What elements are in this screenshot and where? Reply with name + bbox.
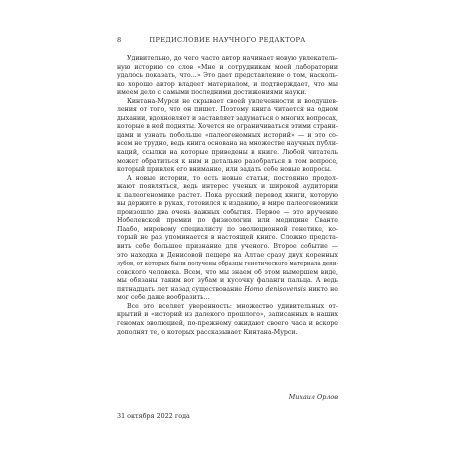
running-title: ПРЕДИСЛОВИЕ НАУЧНОГО РЕДАКТОРА bbox=[149, 36, 306, 44]
paragraph bbox=[117, 55, 338, 98]
text-line: удалось показать, что…» Это дает представление о том, насколь- bbox=[117, 72, 338, 80]
running-header bbox=[117, 36, 338, 46]
paragraph bbox=[117, 175, 338, 303]
text-line: каций, ссылки на которые приведены в книге. Любой читатель bbox=[117, 149, 338, 157]
text-line: мы обязаны таким вот зубам и кусочку фаланги пальца. А ведь bbox=[117, 277, 338, 285]
paragraph bbox=[117, 303, 338, 337]
text-line: Нобелевской премии по физиологии или медицине Сванте bbox=[117, 217, 338, 225]
text-line: совского человека. Всем, что мы знаем об этом вымершем виде, bbox=[117, 268, 338, 276]
text-line: геномах эволюцией, по-прежнему ожидают своего часа и вскоре bbox=[117, 319, 338, 327]
text-line: всем не трудно, ведь книга основана на множестве научных публи- bbox=[117, 140, 338, 148]
text-line: дыхании, вдохновляет и заставляет задуматься о многих вопросах, bbox=[117, 114, 338, 122]
text-line: Кинтана-Мурси не скрывает своей увлеченности и воодушев- bbox=[127, 97, 338, 105]
text-line: ления от того, что он пишет. Поэтому книга читается на одном bbox=[117, 106, 338, 114]
text-line: может обратиться к ним и детально разобраться в том вопросе, bbox=[117, 157, 338, 165]
text-line: жают появляться, ведь интерес ученых и широкой аудитории bbox=[117, 183, 338, 191]
date-line: 31 октября 2022 года bbox=[117, 412, 190, 420]
text-line: Паабо, мировому специалисту по эволюционной генетике, ко- bbox=[117, 225, 338, 233]
text-line: Удивительно, до чего часто автор начинает новую увлекатель- bbox=[127, 55, 338, 62]
page-number: 8 bbox=[117, 36, 122, 44]
text-line: это находка в Денисовой пещере на Алтае сразу двух коренных bbox=[117, 251, 338, 259]
text-line: зубов, от которых были получены образцы генетического материала дени- bbox=[117, 261, 338, 268]
text-line: ко хорошо автор владеет материалом, и подтверждает, что мы bbox=[117, 80, 338, 88]
text-line: цами и узнать побольше «палеогеномных историй» — и это со- bbox=[117, 131, 338, 139]
body-text bbox=[117, 55, 338, 337]
text-line: мог себе даже вообразить… bbox=[117, 294, 210, 302]
text-line: произошло два очень важных события. Первое — это вручение bbox=[117, 208, 338, 216]
text-line: которые в ней подняты. Хочется не ограничиваться этими страни- bbox=[117, 123, 338, 131]
text-line: А новые истории, то есть новые статьи, постоянно продол- bbox=[127, 174, 338, 182]
text-line: Все это вселяет уверенность: множество удивительных от- bbox=[127, 302, 338, 310]
text-line: имеем дело с самыми последними достижениями науки. bbox=[117, 89, 307, 97]
text-line: вы держите в руках, готовился к изданию, в мире палеогеномики bbox=[117, 200, 338, 208]
text-line: торый не раз упоминается в настоящей книге. Сложно предста- bbox=[117, 234, 338, 242]
author-signature: Михаил Орлов bbox=[288, 393, 338, 401]
text-line: вить себе большее признание для ученого. Второе событие — bbox=[117, 243, 338, 251]
text-line: к палеогеномике растет. Пока русский перевод книги, которую bbox=[117, 191, 338, 199]
text-line: крытий и «историй из далекого прошлого», записанных в наших bbox=[117, 311, 338, 319]
text-line: пятнадцать лет назад существование Homo denisovensis никто не bbox=[117, 285, 338, 293]
text-line: ную историю со слов «Мне и сотрудникам моей лаборатории bbox=[117, 63, 338, 71]
paragraph bbox=[117, 98, 338, 175]
italic-term: Homo denisovensis bbox=[244, 285, 307, 293]
text-line: который привлек его внимание, или задать себе новые вопросы. bbox=[117, 166, 332, 174]
text-line: дополнят те, о которых рассказывает Кинтана-Мурси. bbox=[117, 328, 298, 336]
